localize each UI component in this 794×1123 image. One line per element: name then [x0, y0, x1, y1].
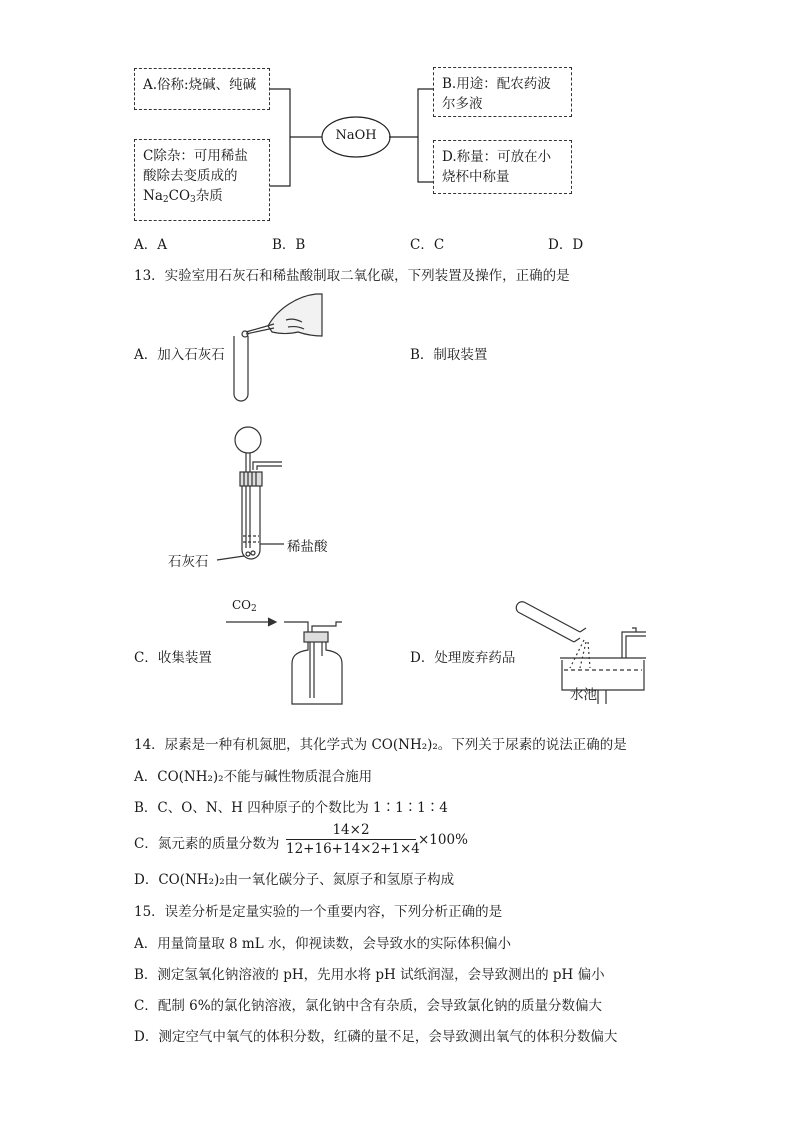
q13-stem: 13．实验室用石灰石和稀盐酸制取二氧化碳，下列装置及操作，正确的是	[134, 268, 570, 284]
naoh-connector-diagram	[0, 0, 794, 240]
q15-option-c[interactable]: C．配制 6%的氯化钠溶液，氯化钠中含有杂质，会导致氯化钠的质量分数偏大	[134, 998, 603, 1014]
q14-option-b[interactable]: B．C、O、N、H 四种原子的个数比为 1∶1∶1∶4	[134, 800, 448, 816]
nitrogen-fraction	[286, 822, 420, 857]
box-a-text: A.俗称:烧碱、纯碱	[143, 77, 257, 93]
q15-option-a[interactable]: A．用量筒量取 8 mL 水，仰视读数，会导致水的实际体积偏小	[134, 936, 511, 952]
box-d-line2: 烧杯中称量	[442, 169, 510, 185]
q14-option-d[interactable]: D．CO(NH₂)₂由一氧化碳分子、氮原子和氢原子构成	[134, 872, 455, 888]
naoh-center-label: NaOH	[335, 128, 377, 143]
q15-option-d[interactable]: D．测定空气中氧气的体积分数，红磷的量不足，会导致测出氧气的体积分数偏大	[134, 1029, 618, 1045]
generation-apparatus-figure	[160, 420, 360, 570]
q13-option-d[interactable]: D．处理废弃药品	[410, 650, 516, 666]
q13-option-b[interactable]: B．制取装置	[410, 347, 488, 363]
label-dilute-hcl: 稀盐酸	[287, 539, 328, 555]
fraction-denominator: 12+16+14×2+1×4	[286, 841, 420, 857]
q12-option-a[interactable]: A．A	[134, 237, 167, 253]
fraction-numerator: 14×2	[332, 822, 370, 838]
co2-label: $CO_2$	[232, 598, 257, 614]
box-c-line2: 酸除去变质成的	[143, 168, 238, 184]
q14-option-c[interactable]	[134, 832, 279, 852]
q14-c-prefix: C．氮元素的质量分数为	[134, 836, 280, 852]
collection-bottle-figure	[224, 612, 354, 712]
q14-option-a[interactable]: A．CO(NH₂)₂不能与碱性物质混合施用	[134, 769, 373, 785]
label-limestone: 石灰石	[168, 554, 209, 570]
fraction-bar	[286, 839, 416, 840]
box-c-line1: C除杂：可用稀盐	[143, 148, 248, 164]
q14-c-suffix: ×100%	[418, 832, 468, 848]
q12-option-b[interactable]: B．B	[272, 237, 306, 253]
q15-option-b[interactable]: B．测定氢氧化钠溶液的 pH，先用水将 pH 试纸润湿，会导致测出的 pH 偏小	[134, 967, 605, 983]
label-water-pool: 水池	[570, 687, 597, 703]
q12-option-d[interactable]: D．D	[548, 237, 584, 253]
box-c-line3: $Na_2CO_3$杂质	[143, 188, 223, 205]
hand-tweezers-tube-figure	[228, 290, 328, 410]
box-b-line2: 尔多液	[442, 96, 483, 112]
box-d-line1: D.称量：可放在小	[442, 149, 552, 165]
q12-option-c[interactable]: C．C	[410, 237, 445, 253]
q14-stem: 14．尿素是一种有机氮肥，其化学式为 CO(NH₂)₂。下列关于尿素的说法正确的是	[134, 737, 627, 753]
q13-option-a[interactable]: A．加入石灰石	[134, 347, 225, 363]
q13-option-c[interactable]: C．收集装置	[134, 650, 212, 666]
q15-stem: 15．误差分析是定量实验的一个重要内容，下列分析正确的是	[134, 904, 503, 920]
box-b-line1: B.用途：配农药波	[442, 76, 551, 92]
